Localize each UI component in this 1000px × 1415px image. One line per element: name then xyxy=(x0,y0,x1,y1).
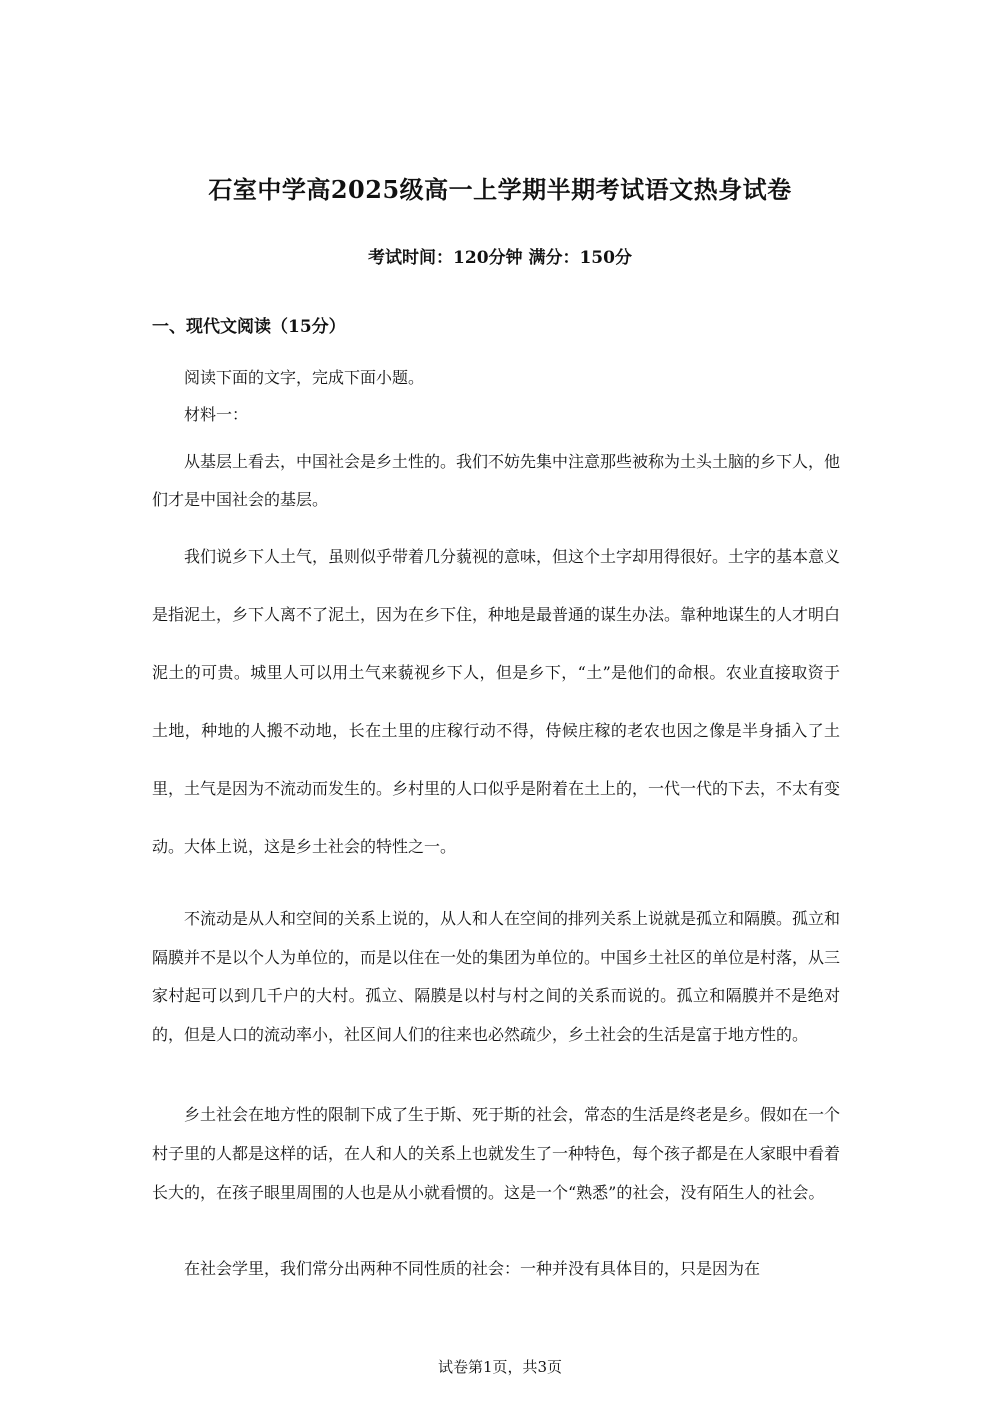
paragraph-4: 乡土社会在地方性的限制下成了生于斯、死于斯的社会，常态的生活是终老是乡。假如在一个村子里的人都是这样的话，在人和人的关系上也就发生了一种特色，每个孩子都是在人家眼中看着长大的，在孩子眼里周围的人也是从小就看惯的。这是一个“熟悉”的社会，没有陌生人的社会。 xyxy=(152,1105,841,1202)
reading-instruction: 阅读下面的文字，完成下面小题。 xyxy=(184,368,425,387)
section-heading: 一、现代文阅读（15分） xyxy=(152,317,346,337)
exam-title: 石室中学高2025级高一上学期半期考试语文热身试卷 xyxy=(208,175,792,204)
paragraph-5: 在社会学里，我们常分出两种不同性质的社会：一种并没有具体目的，只是因为在 xyxy=(184,1259,761,1278)
exam-time-and-score: 考试时间：120分钟 满分：150分 xyxy=(368,248,632,268)
paragraph-1: 从基层上看去，中国社会是乡土性的。我们不妨先集中注意那些被称为土头土脑的乡下人，他们才是中国社会的基层。 xyxy=(152,452,841,509)
page-footer: 试卷第1页，共3页 xyxy=(437,1358,563,1376)
material-label: 材料一： xyxy=(184,405,249,424)
paragraph-3: 不流动是从人和空间的关系上说的，从人和人在空间的排列关系上说就是孤立和隔膜。孤立和隔膜并不是以个人为单位的，而是以住在一处的集团为单位的。中国乡土社区的单位是村落，从三家村起可以到几千户的大村。孤立、隔膜是以村与村之间的关系而说的。孤立和隔膜并不是绝对的，但是人口的流动率小，社区间人们的往来也必然疏少，乡土社会的生活是富于地方性的。 xyxy=(152,909,841,1044)
paragraph-2: 我们说乡下人土气，虽则似乎带着几分藐视的意味，但这个土字却用得很好。土字的基本意义是指泥土，乡下人离不了泥土，因为在乡下住，种地是最普通的谋生办法。靠种地谋生的人才明白泥土的可贵。城里人可以用土气来藐视乡下人，但是乡下，“土”是他们的命根。农业直接取资于土地，种地的人搬不动地，长在土里的庄稼行动不得，侍候庄稼的老农也因之像是半身插入了土里，土气是因为不流动而发生的。乡村里的人口似乎是附着在土上的，一代一代的下去，不太有变动。大体上说，这是乡土社会的特性之一。 xyxy=(152,547,841,856)
